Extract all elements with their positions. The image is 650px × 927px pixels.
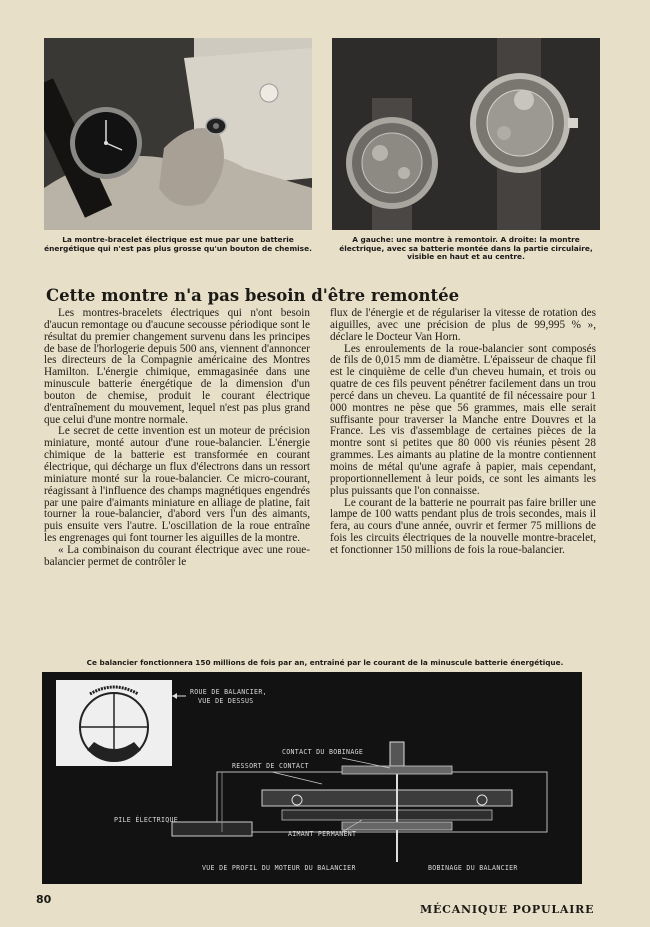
article-left-column <box>44 308 310 569</box>
label-ressort-contact: RESSORT DE CONTACT <box>232 762 309 770</box>
label-roue-balancier-1: ROUE DE BALANCIER, <box>190 688 267 696</box>
photo-watch-and-battery-illustration <box>44 38 312 230</box>
balance-motor-diagram <box>42 672 582 884</box>
article-title: Cette montre n'a pas besoin d'être remontée <box>46 286 460 305</box>
label-contact-bobinage: CONTACT DU BOBINAGE <box>282 748 364 756</box>
photo-two-watch-movements-illustration <box>332 38 600 230</box>
paragraph: flux de l'énergie et de régulariser la vitesse de rotation des aiguilles, avec une précision de plus de 99,995 % », déclare le Docteur Van Horn. <box>330 307 596 343</box>
balance-motor-diagram-drawing <box>42 672 582 884</box>
label-pile-electrique: PILE ÉLECTRIQUE <box>114 816 179 824</box>
diagram-caption: Ce balancier fonctionnera 150 millions de fois par an, entraîné par le courant de la minuscule batterie énergétique. <box>86 658 564 667</box>
magazine-name: MÉCANIQUE POPULAIRE <box>420 903 595 916</box>
paragraph: Les enroulements de la roue-balancier sont composés de fils de 0,015 mm de diamètre. L'épaisseur de chaque fil est le cinquième de celle d'un cheveu humain, et trois ou quatre de ces fils peuvent pénétrer facilement dans un trou percé dans un cheveu. La quantité de fil nécessaire pour 1 000 montres ne pèse que 56 grammes, mais elle serait suffisante pour traverser la Manche entre Douvres et la France. Les vis d'assemblage de certaines pièces de la montre sont si petites que 80 000 vis réunies pèsent 28 grammes. Les aimants au platine de la montre contiennent moins de métal qu'une agrafe à papier, mais cependant, proportionnellement à leur poids, ce sont les aimants les plus puissants que l'on connaisse. <box>330 342 596 497</box>
label-bobinage-balancier: BOBINAGE DU BALANCIER <box>428 864 518 872</box>
left-photo-caption: La montre-bracelet électrique est mue par une batterie énergétique qui n'est pas plus grosse qu'un bouton de chemise. <box>44 235 312 253</box>
label-vue-profil: VUE DE PROFIL DU MOTEUR DU BALANCIER <box>202 864 356 872</box>
label-aimant-permanent: AIMANT PERMANENT <box>288 830 357 838</box>
label-roue-balancier-2: VUE DE DESSUS <box>198 697 254 705</box>
paragraph: Les montres-bracelets électriques qui n'ont besoin d'aucun remontage ou d'aucune secousse périodique sont le résultat du premier changement survenu dans les principes de base de l'horlogerie depuis 500 ans, viennent d'annoncer les directeurs de la Compagnie américaine des Montres Hamilton. L'énergie chimique, emmagasinée dans une minuscule batterie énergétique de la dimension d'un bouton de chemise, produit le courant électrique d'entraînement du mouvement, lequel n'est pas plus grand que celui d'une montre normale. <box>44 307 310 426</box>
photo-watch-and-battery <box>44 38 312 230</box>
article-right-column <box>330 308 596 557</box>
page-number: 80 <box>36 893 52 906</box>
photo-two-watch-movements <box>332 38 600 230</box>
paragraph: Le secret de cette invention est un moteur de précision miniature, monté autour d'une roue-balancier. L'énergie chimique de la batterie est transformée en courant électrique, qui décharge un flux d'électrons dans un ressort miniature monté sur la roue-balancier. Ce micro-courant, réagissant à l'influence des champs magnétiques engendrés par une paire d'aimants miniature en alliage de platine, fait tourner la roue-balancier, d'abord vers l'un des aimants, puis ensuite vers l'autre. L'oscillation de la roue entraîne les engrenages qui font tourner les aiguilles de la montre. <box>44 425 310 545</box>
right-photo-caption: A gauche: une montre à remontoir. A droite: la montre électrique, avec sa batterie montée dans la partie circulaire, visible en haut et au centre. <box>339 235 593 262</box>
paragraph: Le courant de la batterie ne pourrait pas faire briller une lampe de 100 watts pendant plus de trois secondes, mais il fera, au cours d'une année, ouvrir et fermer 75 millions de fois les circuits électriques de la nouvelle montre-bracelet, et fonctionner 150 millions de fois la roue-balancier. <box>330 496 596 556</box>
paragraph: « La combinaison du courant électrique avec une roue-balancier permet de contrôler le <box>44 543 310 568</box>
